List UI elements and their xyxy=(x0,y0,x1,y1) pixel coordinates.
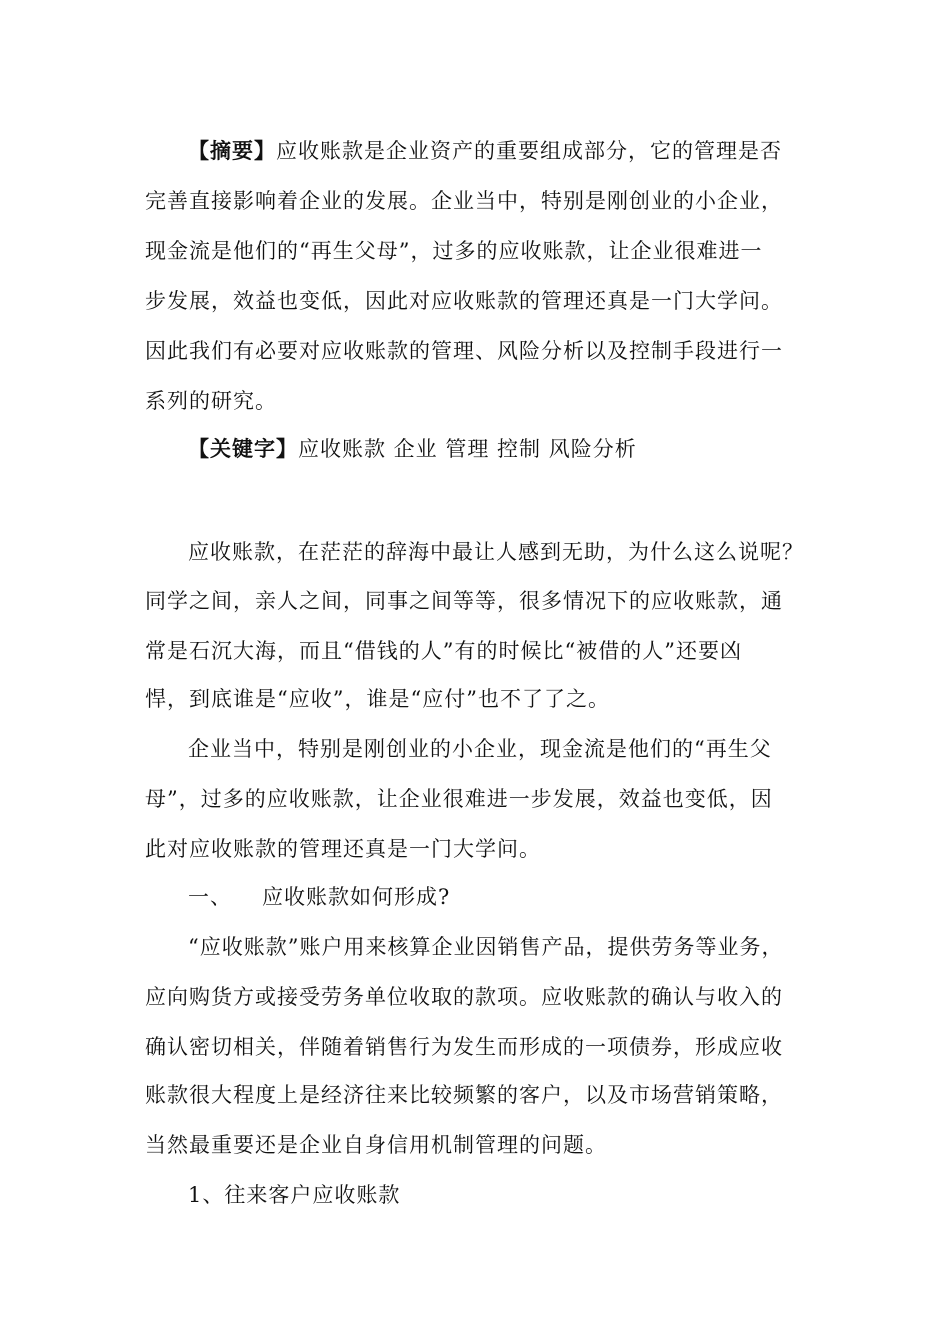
para2-line-2: 母”，过多的应收账款，让企业很难进一步发展，效益也变低，因 xyxy=(145,787,773,811)
abstract-line-3: 现金流是他们的“再生父母”，过多的应收账款，让企业很难进一 xyxy=(145,239,763,263)
abstract-line-6: 系列的研究。 xyxy=(145,389,277,413)
para3-line-2: 应向购货方或接受劳务单位收取的款项。应收账款的确认与收入的 xyxy=(145,985,783,1009)
subsection-heading-1: 1、往来客户应收账款 xyxy=(188,1183,401,1207)
para3-line-3: 确认密切相关，伴随着销售行为发生而形成的一项债券，形成应收 xyxy=(145,1035,783,1059)
abstract-text: 应收账款是企业资产的重要组成部分，它的管理是否 xyxy=(276,139,782,163)
section-number: 一、 xyxy=(188,885,232,909)
keywords-line xyxy=(188,434,637,464)
section-heading-1 xyxy=(188,882,450,912)
para3-line-1: “应收账款”账户用来核算企业因销售产品，提供劳务等业务， xyxy=(188,935,784,959)
para2-line-1: 企业当中，特别是刚创业的小企业，现金流是他们的“再生父 xyxy=(188,737,772,761)
para2-line-3: 此对应收账款的管理还真是一门大学问。 xyxy=(145,837,541,861)
para1-line-2: 同学之间，亲人之间，同事之间等等，很多情况下的应收账款，通 xyxy=(145,589,783,613)
abstract-line-2: 完善直接影响着企业的发展。企业当中，特别是刚创业的小企业， xyxy=(145,189,783,213)
para3-line-5: 当然最重要还是企业自身信用机制管理的问题。 xyxy=(145,1133,607,1157)
abstract-line-1 xyxy=(188,136,782,166)
para1-line-1: 应收账款，在茫茫的辞海中最让人感到无助，为什么这么说呢？ xyxy=(188,540,804,564)
para1-line-4: 悍，到底谁是“应收”，谁是“应付”也不了了之。 xyxy=(145,687,610,711)
abstract-line-5: 因此我们有必要对应收账款的管理、风险分析以及控制手段进行一 xyxy=(145,339,783,363)
abstract-label: 【摘要】 xyxy=(188,139,276,163)
section-title: 应收账款如何形成? xyxy=(262,885,451,909)
para1-line-3: 常是石沉大海，而且“借钱的人”有的时候比“被借的人”还要凶 xyxy=(145,639,742,663)
para3-line-4: 账款很大程度上是经济往来比较频繁的客户，以及市场营销策略， xyxy=(145,1083,783,1107)
keywords-label: 【关键字】 xyxy=(188,437,298,461)
abstract-line-4: 步发展，效益也变低，因此对应收账款的管理还真是一门大学问。 xyxy=(145,289,783,313)
keywords-text: 应收账款 企业 管理 控制 风险分析 xyxy=(298,437,637,461)
